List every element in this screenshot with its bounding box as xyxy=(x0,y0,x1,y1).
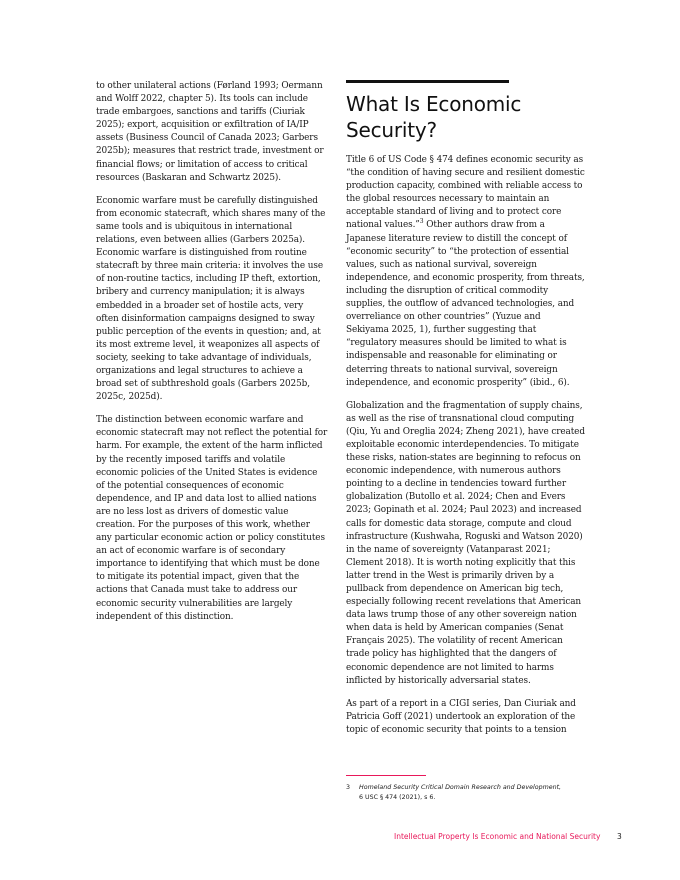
right-column xyxy=(346,80,586,747)
body-paragraph xyxy=(346,154,586,390)
body-paragraph: The distinction between economic warfare and economic statecraft may not reflect the potential for harm. For example, the extent of the harm inflicted by the recently imposed tariffs and volatile economic policies of the United States is evidence of the potential consequences of economic dependence, and IP and data lost to allied nations are no less lost as drivers of domestic value creation. For the purposes of this work, whether any particular economic action or policy constitutes an act of economic warfare is of secondary importance to identifying that which must be done to mitigate its potential impact, given that the actions that Canada must take to address our economic security vulnerabilities are largely independent of this distinction. xyxy=(96,415,328,622)
footnote-body xyxy=(359,783,586,803)
page-number: 3 xyxy=(617,832,622,841)
footnote-citation: 6 USC § 474 (2021), s 6. xyxy=(359,794,436,801)
footnote-title: Homeland Security Critical Domain Research and Development, xyxy=(359,784,562,791)
body-paragraph: Globalization and the fragmentation of supply chains, as well as the rise of transnational cloud computing (Qiu, Yu and Oreglia 2024; Zheng 2021), have created exploitable economic interdependencies. To mitigate these risks, nation-states are beginning to refocus on economic independence, with numerous authors pointing to a decline in tendencies toward further globalization (Butollo et al. 2024; Chen and Evers 2023; Gopinath et al. 2024; Paul 2023) and increased calls for domestic data storage, compute and cloud infrastructure (Kushwaha, Roguski and Watson 2020) in the name of sovereignty (Vatanparast 2021; Clement 2018). It is worth noting explicitly that this latter trend in the West is primarily driven by a pullback from dependence on American big tech, especially following recent revelations that American data laws trump those of any other sovereign nation when data is held by American companies (Senat Français 2025). The volatility of recent American trade policy has highlighted that the dangers of economic dependence are not limited to harms inflicted by historically adversarial states. xyxy=(346,400,585,686)
running-footer-title: Intellectual Property Is Economic and National Security xyxy=(394,832,601,841)
footnote xyxy=(346,783,586,803)
body-paragraph: As part of a report in a CIGI series, Dan Ciuriak and Patricia Goff (2021) undertook an exploration of the topic of economic security that points to a tension xyxy=(346,698,576,735)
paragraph-text: Title 6 of US Code § 474 defines economic security as “the condition of having secure and resilient domestic production capacity, combined with reliable access to the global resources necessary to maintain an acceptable standard of living and to protect core national values.” xyxy=(346,155,585,231)
body-paragraph: to other unilateral actions (Førland 1993; Oermann and Wolff 2022, chapter 5). Its tools can include trade embargoes, sanctions and tariffs (Ciuriak 2025); export, acquisition or exfiltration of IA/IP assets (Business Council of Canada 2023; Garbers 2025b); measures that restrict trade, investment or financial flows; or limitation of access to critical resources (Baskaran and Schwartz 2025). xyxy=(96,81,324,183)
left-column xyxy=(96,80,328,634)
footnote-reference[interactable]: 3 xyxy=(419,218,424,226)
footnote-number: 3 xyxy=(346,784,351,791)
section-heading: What Is Economic Security? xyxy=(346,92,522,142)
heading-rule xyxy=(346,80,509,83)
body-paragraph: Economic warfare must be carefully distinguished from economic statecraft, which shares many of the same tools and is ubiquitous in international relations, even between allies (Garbers 2025a). Economic warfare is distinguished from routine statecraft by three main criteria: it involves the use of non-routine tactics, including IP theft, extortion, bribery and currency manipulation; it is always embedded in a broader set of hostile acts, very often disinformation campaigns designed to sway public perception of the events in question; and, at its most extreme level, it weaponizes all aspects of society, seeking to take advantage of individuals, organizations and legal structures to achieve a broad set of subthreshold goals (Garbers 2025b, 2025c, 2025d). xyxy=(96,195,326,403)
paragraph-text: Other authors draw from a Japanese literature review to distill the concept of “economic security” to “the protection of essential values, such as national survival, sovereign independence, and economic prosperity, from threats, including the disruption of critical commodity supplies, the outflow of advanced technologies, and overreliance on other countries” (Yuzue and Sekiyama 2025, 1), further suggesting that “regulatory measures should be limited to what is indispensable and reasonable for eliminating or deterring threats to national survival, sovereign independence, and economic prosperity” (ibid., 6). xyxy=(346,220,585,388)
footnote-divider xyxy=(346,775,426,776)
